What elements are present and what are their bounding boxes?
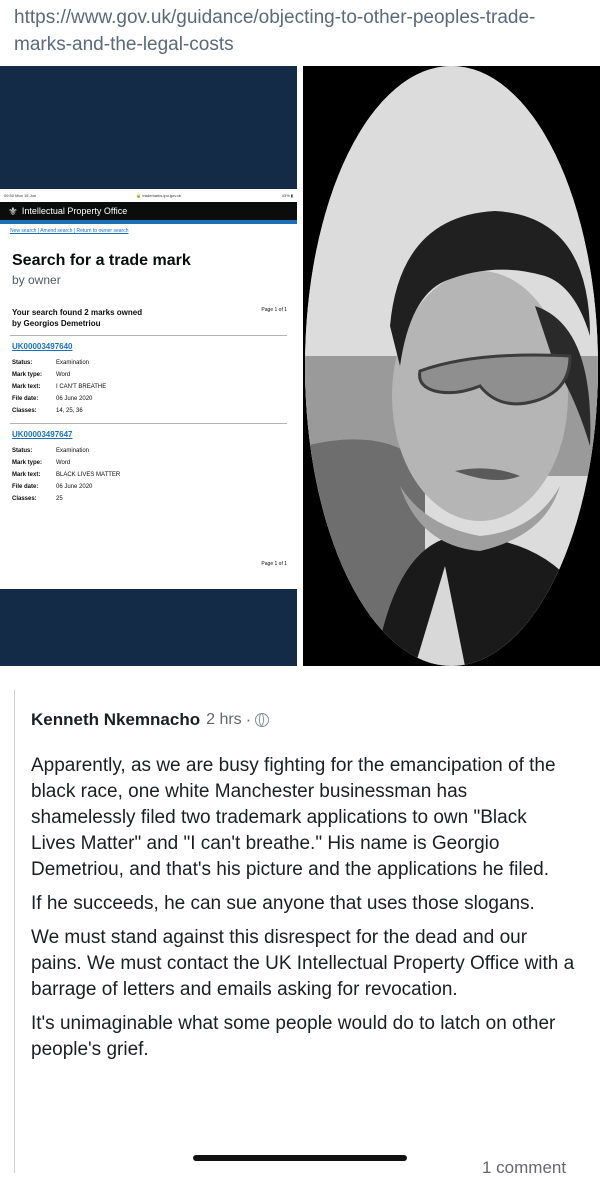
trade-mark-record bbox=[0, 424, 297, 505]
office-name: Intellectual Property Office bbox=[21, 206, 128, 216]
crest-icon: ⚜ bbox=[8, 205, 18, 218]
home-indicator[interactable] bbox=[193, 1155, 407, 1161]
mark-row bbox=[12, 381, 285, 393]
page-label: Page 1 of 1 bbox=[261, 307, 287, 313]
mark-id: UK00003497647 bbox=[12, 430, 73, 439]
search-links: New search | Amend search | Return to owner search bbox=[10, 228, 129, 234]
mark-details bbox=[0, 355, 297, 417]
post-body bbox=[31, 753, 576, 1071]
mark-row bbox=[12, 393, 285, 405]
status-time: 09:50 Mon 15 Jun bbox=[4, 193, 37, 198]
device-status-bar bbox=[0, 189, 297, 202]
mark-key: File date: bbox=[12, 396, 39, 402]
mark-key: Mark text: bbox=[12, 472, 41, 478]
post-header bbox=[31, 710, 269, 730]
mark-key: Status: bbox=[12, 360, 33, 366]
post-paragraph: We must stand against this disrespect for the dead and our pains. We must contact the UK Intellectual Property Office with a barrage of letters and emails asking for revocation. bbox=[31, 927, 575, 1000]
mark-row bbox=[12, 357, 285, 369]
ipo-search-results bbox=[0, 189, 297, 589]
post-paragraph: Apparently, as we are busy fighting for the emancipation of the black race, one white Manchester businessman has shamelessly filed two trademark applications to own "Black Lives Matter" and "I can't breathe." His name is Georgio Demetriou, and that's his picture and the applications he filed. bbox=[31, 755, 556, 880]
portrait-photo[interactable] bbox=[303, 66, 600, 666]
post-images[interactable] bbox=[0, 66, 600, 666]
mark-details bbox=[0, 443, 297, 505]
mark-key: Mark type: bbox=[12, 460, 43, 466]
post-time[interactable]: 2 hrs bbox=[206, 711, 242, 728]
portrait-image bbox=[305, 66, 598, 666]
portrait-illustration bbox=[305, 66, 598, 666]
mark-key: File date: bbox=[12, 484, 39, 490]
mark-id: UK00003497640 bbox=[12, 342, 73, 351]
ipo-header bbox=[0, 202, 297, 220]
mark-row bbox=[12, 369, 285, 381]
trade-mark-record bbox=[0, 336, 297, 424]
trademark-screenshot-image[interactable] bbox=[0, 66, 297, 666]
mark-value: Word bbox=[56, 460, 71, 466]
mark-key: Mark text: bbox=[12, 384, 41, 390]
mark-row bbox=[12, 457, 285, 469]
mark-value: I CAN'T BREATHE bbox=[56, 384, 107, 390]
comment-count[interactable]: 1 comment bbox=[482, 1158, 567, 1177]
mark-value: 14, 25, 36 bbox=[56, 408, 83, 414]
status-url: 🔒 trademarks.ipo.gov.uk bbox=[136, 193, 182, 198]
post-paragraph: It's unimaginable what some people would do to latch on other people's grief. bbox=[31, 1013, 556, 1060]
mark-row bbox=[12, 405, 285, 417]
mark-value: Word bbox=[56, 372, 71, 378]
mark-key: Mark type: bbox=[12, 372, 43, 378]
mark-value: Examination bbox=[56, 448, 90, 454]
search-title: Search for a trade mark bbox=[12, 252, 191, 269]
separator-dot: · bbox=[245, 710, 252, 729]
mark-value: 06 June 2020 bbox=[56, 484, 93, 490]
globe-icon bbox=[255, 713, 269, 727]
page-footer: Page 1 of 1 bbox=[261, 561, 287, 567]
mark-key: Classes: bbox=[12, 408, 37, 414]
mark-value: Examination bbox=[56, 360, 90, 366]
status-battery: 43% ▮ bbox=[281, 193, 293, 198]
post-paragraph: If he succeeds, he can sue anyone that uses those slogans. bbox=[31, 893, 535, 914]
mark-row bbox=[12, 469, 285, 481]
mark-key: Status: bbox=[12, 448, 33, 454]
mark-row bbox=[12, 493, 285, 505]
author-name[interactable]: Kenneth Nkemnacho bbox=[31, 710, 201, 729]
link-url[interactable]: https://www.gov.uk/guidance/objecting-to-other-peoples-trade-marks-and-the-legal-costs bbox=[14, 7, 536, 55]
mark-row bbox=[12, 445, 285, 457]
mark-value: 25 bbox=[56, 496, 63, 502]
found-text: Your search found 2 marks owned by Georgios Demetriou bbox=[12, 308, 143, 328]
results-summary bbox=[0, 287, 297, 329]
post-content bbox=[14, 690, 600, 1173]
mark-key: Classes: bbox=[12, 496, 37, 502]
search-subtitle: by owner bbox=[12, 273, 61, 287]
mark-value: 06 June 2020 bbox=[56, 396, 93, 402]
mark-row bbox=[12, 481, 285, 493]
mark-value: BLACK LIVES MATTER bbox=[56, 472, 121, 478]
